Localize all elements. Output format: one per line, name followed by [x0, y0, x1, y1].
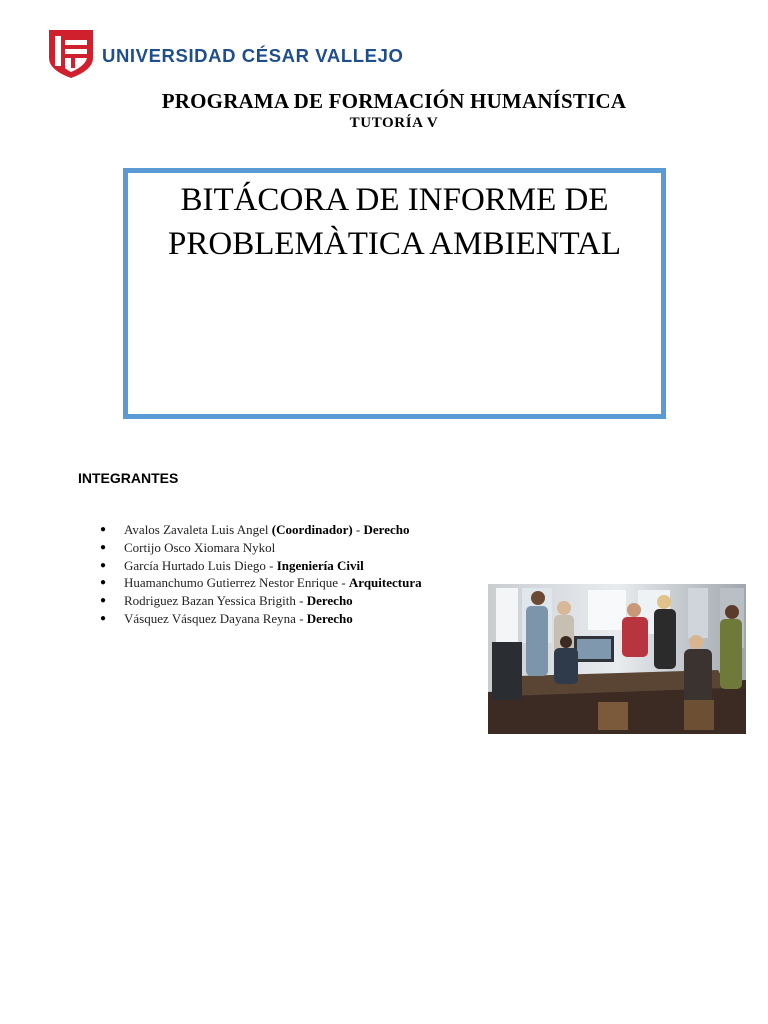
- bullet-icon: ●: [100, 612, 107, 624]
- member-separator: -: [352, 522, 364, 537]
- team-meeting-photo: [488, 584, 746, 734]
- bullet-icon: ●: [100, 595, 107, 607]
- member-separator: -: [265, 557, 277, 573]
- list-item: [95, 521, 422, 539]
- bullet-icon: ●: [100, 524, 107, 535]
- university-name: UNIVERSIDAD CÉSAR VALLEJO: [102, 45, 404, 66]
- member-separator: -: [295, 610, 307, 626]
- title-box: [123, 168, 666, 419]
- member-separator: -: [338, 575, 349, 591]
- list-item: [95, 610, 422, 628]
- bullet-icon: ●: [100, 559, 107, 571]
- member-name: Vásquez Vásquez Dayana Reyna: [124, 610, 296, 626]
- document-title-line-2: PROBLEMÀTICA AMBIENTAL: [168, 226, 621, 262]
- member-career: Derecho: [363, 522, 410, 537]
- ucv-shield-icon: [49, 30, 93, 78]
- members-list: [95, 521, 422, 628]
- member-career: Arquitectura: [348, 575, 422, 591]
- member-name: Rodriguez Bazan Yessica Brigith: [124, 593, 296, 609]
- list-item: [95, 574, 422, 592]
- university-logo: [49, 30, 404, 80]
- bullet-icon: ●: [100, 577, 107, 589]
- member-name: Cortijo Osco Xiomara Nykol: [124, 539, 276, 555]
- program-title: PROGRAMA DE FORMACIÓN HUMANÍSTICA: [161, 89, 627, 113]
- member-name: García Hurtado Luis Diego: [124, 557, 266, 573]
- list-item: [95, 539, 422, 557]
- member-name: Avalos Zavaleta Luis Angel: [124, 522, 272, 537]
- bullet-icon: ●: [100, 541, 107, 553]
- document-title-line-1: BITÁCORA DE INFORME DE: [180, 182, 609, 218]
- list-item: [95, 592, 422, 610]
- program-subtitle: TUTORÍA V: [349, 115, 439, 131]
- member-career: Derecho: [306, 593, 353, 609]
- member-role: (Coordinador): [271, 522, 353, 537]
- document-title: [128, 178, 661, 266]
- member-career: Derecho: [306, 610, 353, 626]
- list-item: [95, 557, 422, 575]
- members-heading: INTEGRANTES: [78, 470, 179, 486]
- member-separator: -: [295, 593, 307, 609]
- member-name: Huamanchumo Gutierrez Nestor Enrique: [124, 575, 339, 591]
- member-career: Ingeniería Civil: [276, 557, 364, 573]
